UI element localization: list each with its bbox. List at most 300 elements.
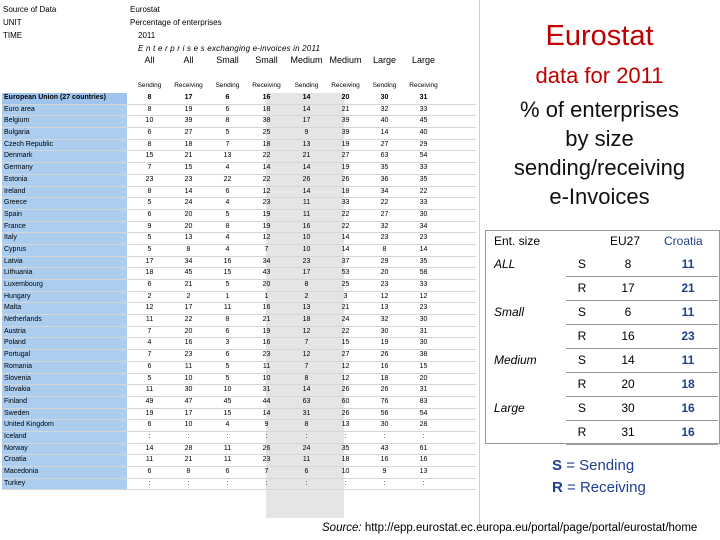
table-cell: 7 — [225, 140, 230, 148]
table-cell: 54 — [419, 152, 428, 160]
table-cell: 6 — [225, 351, 230, 359]
country-name: Euro area — [2, 105, 127, 116]
summary-croatia-value: 11 — [681, 353, 695, 367]
meta-value-unit: Percentage of enterprises — [130, 18, 222, 27]
size-header: Medium — [290, 55, 323, 65]
table-cell: 63 — [302, 397, 311, 405]
size-header: Small — [255, 55, 278, 65]
table-cell: 23 — [262, 456, 271, 464]
table-cell: 7 — [304, 362, 309, 370]
table-cell: 24 — [302, 444, 311, 452]
table-row — [2, 362, 476, 374]
table-cell: 26 — [380, 386, 389, 394]
table-cell: 22 — [341, 222, 350, 230]
summary-croatia-value: 23 — [681, 329, 695, 343]
table-cell: : — [383, 479, 386, 487]
table-cell: 32 — [380, 316, 389, 324]
table-cell: 32 — [380, 105, 389, 113]
heading-desc-line: by size — [565, 126, 634, 151]
table-cell: 21 — [184, 152, 193, 160]
table-cell: 8 — [186, 245, 191, 253]
table-row — [2, 455, 476, 467]
table-cell: 21 — [341, 105, 350, 113]
table-cell: 17 — [145, 257, 154, 265]
table-cell: 11 — [184, 362, 193, 370]
type-header: Receiving — [252, 82, 281, 89]
table-cell: 40 — [380, 117, 389, 125]
meta-label-time: TIME — [3, 31, 23, 40]
country-name: Czech Republic — [2, 140, 127, 151]
table-cell: 14 — [262, 164, 271, 172]
table-cell: 4 — [225, 199, 230, 207]
table-cell: 8 — [225, 316, 230, 324]
table-cell: 56 — [380, 409, 389, 417]
size-header: Medium — [329, 55, 362, 65]
table-row — [2, 303, 476, 315]
table-row — [2, 175, 476, 187]
table-cell: 11 — [223, 304, 232, 312]
country-name: Malta — [2, 303, 127, 314]
size-header: All — [144, 55, 155, 65]
heading-desc-line: % of enterprises — [520, 97, 679, 122]
summary-eu27-value: 17 — [621, 281, 635, 295]
summary-croatia-value: 11 — [681, 257, 695, 271]
type-header: Receiving — [409, 82, 438, 89]
table-cell: 31 — [419, 386, 428, 394]
country-name: European Union (27 countries) — [2, 93, 127, 104]
table-cell: 25 — [341, 281, 350, 288]
table-cell: 8 — [147, 94, 152, 101]
table-cell: 21 — [302, 152, 311, 160]
table-cell: 13 — [341, 421, 350, 429]
country-name: Poland — [2, 338, 127, 349]
table-cell: 61 — [419, 444, 428, 452]
table-cell: 35 — [419, 175, 428, 183]
table-row — [2, 479, 476, 491]
table-cell: 30 — [380, 421, 389, 429]
table-cell: 18 — [184, 140, 193, 148]
table-cell: 14 — [302, 105, 311, 113]
table-cell: 30 — [419, 210, 428, 218]
legend — [552, 455, 646, 499]
table-cell: 12 — [380, 292, 389, 300]
table-cell: 5 — [225, 210, 230, 218]
summary-croatia-value: 21 — [681, 281, 695, 295]
table-cell: 53 — [341, 269, 350, 277]
table-cell: 33 — [419, 281, 428, 288]
table-cell: : — [265, 479, 268, 487]
table-cell: 11 — [145, 386, 154, 394]
table-cell: 18 — [262, 105, 271, 113]
table-cell: 7 — [264, 468, 269, 475]
table-cell: 10 — [302, 245, 311, 253]
table-cell: 16 — [380, 456, 389, 464]
table-cell: 32 — [380, 222, 389, 230]
table-cell: 10 — [223, 386, 232, 394]
table-cell: 18 — [302, 316, 311, 324]
summary-header-eu27: EU27 — [610, 234, 641, 248]
table-cell: 26 — [341, 175, 350, 183]
summary-croatia-value: 16 — [681, 401, 695, 415]
table-cell: 10 — [145, 117, 154, 125]
table-cell: 23 — [184, 351, 193, 359]
summary-group-label: Medium — [494, 353, 537, 367]
source-url[interactable]: http://epp.eurostat.ec.europa.eu/portal/page/portal/eurostat/home — [364, 522, 698, 534]
table-cell: 23 — [419, 304, 428, 312]
table-cell: 8 — [304, 421, 309, 429]
summary-type: R — [577, 329, 587, 343]
table-cell: 30 — [184, 386, 193, 394]
table-cell: 13 — [223, 152, 232, 160]
table-cell: 39 — [184, 117, 193, 125]
table-cell: 30 — [380, 94, 389, 101]
table-cell: 33 — [419, 105, 428, 113]
table-cell: 38 — [419, 351, 428, 359]
table-cell: 23 — [302, 257, 311, 265]
table-cell: 16 — [262, 304, 271, 312]
table-cell: 13 — [302, 140, 311, 148]
table-cell: 7 — [147, 164, 152, 172]
table-cell: 10 — [184, 374, 193, 382]
table-cell: 18 — [341, 187, 350, 195]
table-cell: 13 — [184, 234, 193, 242]
table-cell: 7 — [304, 339, 309, 347]
table-cell: 29 — [380, 257, 389, 265]
table-cell: 6 — [225, 94, 230, 101]
table-cell: 6 — [225, 468, 230, 475]
country-name: Belgium — [2, 116, 127, 127]
table-cell: 33 — [341, 199, 350, 207]
table-cell: 35 — [341, 444, 350, 452]
table-cell: 14 — [262, 409, 271, 417]
summary-row-divider — [566, 372, 718, 373]
table-cell: 9 — [304, 129, 309, 137]
table-cell: 28 — [184, 444, 193, 452]
table-cell: 15 — [145, 152, 154, 160]
summary-table — [485, 230, 720, 444]
table-cell: 83 — [419, 397, 428, 405]
table-cell: 22 — [223, 175, 232, 183]
table-cell: 24 — [184, 199, 193, 207]
table-row — [2, 187, 476, 199]
table-cell: 19 — [262, 210, 271, 218]
table-cell: 35 — [380, 164, 389, 172]
table-cell: 27 — [184, 129, 193, 137]
table-cell: 15 — [223, 269, 232, 277]
legend-receiving — [552, 477, 646, 499]
table-cell: 8 — [382, 245, 387, 253]
table-cell: 34 — [380, 187, 389, 195]
table-cell: 37 — [341, 257, 350, 265]
table-cell: 11 — [223, 456, 232, 464]
country-name: Lithuania — [2, 268, 127, 279]
table-row — [2, 93, 476, 105]
country-name: Turkey — [2, 479, 127, 490]
table-row — [2, 327, 476, 339]
table-cell: 22 — [184, 316, 193, 324]
table-cell: 22 — [380, 199, 389, 207]
table-cell: : — [344, 432, 347, 440]
table-row — [2, 105, 476, 117]
country-name: Spain — [2, 210, 127, 221]
country-name: Latvia — [2, 257, 127, 268]
summary-type: S — [577, 401, 586, 415]
table-cell: 12 — [341, 362, 350, 370]
table-cell: 34 — [419, 222, 428, 230]
table-cell: 30 — [419, 339, 428, 347]
country-name: Sweden — [2, 409, 127, 420]
table-cell: 31 — [262, 386, 271, 394]
country-rows — [2, 93, 476, 490]
summary-header-size: Ent. size — [494, 234, 541, 248]
table-cell: 16 — [302, 222, 311, 230]
table-cell: 49 — [145, 397, 154, 405]
summary-eu27-value: 6 — [624, 305, 632, 319]
table-cell: 26 — [380, 351, 389, 359]
table-cell: 20 — [184, 210, 193, 218]
table-cell: 8 — [186, 468, 191, 475]
table-cell: 17 — [184, 304, 193, 312]
table-cell: 19 — [380, 339, 389, 347]
size-header: Large — [411, 55, 436, 65]
table-cell: 11 — [145, 456, 154, 464]
table-cell: 25 — [262, 129, 271, 137]
table-cell: 12 — [145, 304, 154, 312]
table-cell: 9 — [382, 468, 387, 475]
table-row — [2, 280, 476, 292]
table-cell: 45 — [223, 397, 232, 405]
table-cell: 5 — [147, 245, 152, 253]
summary-type: S — [577, 353, 586, 367]
table-cell: 28 — [419, 421, 428, 429]
table-cell: 4 — [225, 164, 230, 172]
table-row — [2, 116, 476, 128]
summary-croatia-value: 11 — [681, 305, 695, 319]
heading-description — [482, 95, 717, 211]
table-cell: 18 — [341, 456, 350, 464]
table-cell: 26 — [341, 386, 350, 394]
legend-r-text: = Receiving — [567, 479, 646, 496]
table-cell: 33 — [419, 199, 428, 207]
table-cell: 16 — [223, 257, 232, 265]
table-cell: 12 — [302, 351, 311, 359]
table-cell: 23 — [380, 234, 389, 242]
table-cell: 11 — [302, 456, 311, 464]
table-cell: : — [226, 479, 229, 487]
table-cell: 12 — [262, 187, 271, 195]
legend-s-text: = Sending — [566, 457, 635, 474]
table-cell: 34 — [262, 257, 271, 265]
table-cell: 26 — [262, 444, 271, 452]
table-cell: : — [187, 432, 190, 440]
table-row — [2, 198, 476, 210]
table-cell: 3 — [343, 292, 348, 300]
table-cell: 4 — [147, 339, 152, 347]
table-cell: 3 — [225, 339, 230, 347]
type-header: Sending — [294, 82, 319, 89]
table-cell: 27 — [341, 152, 350, 160]
summary-header-croatia: Croatia — [664, 234, 703, 248]
table-cell: 44 — [262, 397, 271, 405]
legend-sending — [552, 455, 646, 477]
table-cell: 14 — [302, 386, 311, 394]
table-cell: 20 — [341, 94, 350, 101]
country-name: Luxembourg — [2, 280, 127, 291]
summary-row-divider — [566, 324, 718, 325]
meta-label-unit: UNIT — [3, 18, 22, 27]
table-cell: 7 — [147, 351, 152, 359]
table-cell: 8 — [225, 222, 230, 230]
table-cell: 35 — [419, 257, 428, 265]
table-row — [2, 350, 476, 362]
type-header: Sending — [372, 82, 397, 89]
country-name: Denmark — [2, 151, 127, 162]
table-cell: 23 — [145, 175, 154, 183]
country-name: Macedonia — [2, 467, 127, 478]
table-cell: 16 — [380, 362, 389, 370]
table-cell: 9 — [264, 421, 269, 429]
table-cell: 13 — [419, 468, 428, 475]
table-cell: 19 — [184, 105, 193, 113]
country-name: Croatia — [2, 455, 127, 466]
country-name: Italy — [2, 233, 127, 244]
table-cell: 5 — [147, 374, 152, 382]
table-cell: 22 — [341, 327, 350, 335]
table-cell: 22 — [262, 175, 271, 183]
table-cell: 26 — [341, 409, 350, 417]
country-name: Finland — [2, 397, 127, 408]
table-row — [2, 140, 476, 152]
table-cell: 4 — [225, 245, 230, 253]
table-cell: 23 — [184, 175, 193, 183]
table-cell: 19 — [341, 164, 350, 172]
country-name: United Kingdom — [2, 420, 127, 431]
legend-r-key: R — [552, 479, 563, 496]
table-cell: 27 — [380, 210, 389, 218]
table-cell: 2 — [304, 292, 309, 300]
summary-row-divider — [566, 348, 718, 349]
meta-value-source: Eurostat — [130, 5, 160, 14]
table-cell: 8 — [304, 281, 309, 288]
table-cell: 4 — [225, 421, 230, 429]
table-cell: 6 — [147, 210, 152, 218]
heading-eurostat: Eurostat — [545, 20, 654, 52]
type-header: Sending — [137, 82, 162, 89]
country-name: Cyprus — [2, 245, 127, 256]
size-header: All — [183, 55, 194, 65]
table-cell: 5 — [147, 234, 152, 242]
table-row — [2, 222, 476, 234]
summary-group-label: Small — [494, 305, 525, 319]
summary-row-divider — [566, 396, 718, 397]
country-name: Romania — [2, 362, 127, 373]
table-cell: 20 — [184, 327, 193, 335]
table-cell: 11 — [223, 444, 232, 452]
summary-eu27-value: 31 — [621, 425, 635, 439]
summary-group-label: Large — [494, 401, 525, 415]
type-header: Sending — [215, 82, 240, 89]
table-cell: 14 — [341, 234, 350, 242]
table-row — [2, 374, 476, 386]
summary-eu27-value: 20 — [621, 377, 635, 391]
table-cell: 18 — [145, 269, 154, 277]
table-cell: 30 — [380, 327, 389, 335]
country-name: Greece — [2, 198, 127, 209]
summary-type: S — [577, 257, 586, 271]
table-cell: 8 — [147, 140, 152, 148]
table-cell: 6 — [147, 421, 152, 429]
source-citation — [322, 522, 697, 534]
table-cell: 10 — [302, 234, 311, 242]
sheet-title: E n t e r p r i s e s exchanging e-invoices in 2011 — [138, 44, 321, 53]
table-row — [2, 338, 476, 350]
table-cell: 34 — [184, 257, 193, 265]
table-cell: 1 — [225, 292, 230, 300]
table-cell: 20 — [380, 269, 389, 277]
table-cell: 6 — [147, 129, 152, 137]
table-cell: 5 — [147, 199, 152, 207]
table-cell: 15 — [419, 362, 428, 370]
meta-label-source: Source of Data — [3, 5, 57, 14]
summary-type: R — [577, 425, 587, 439]
table-row — [2, 292, 476, 304]
summary-row-divider — [566, 300, 718, 301]
table-cell: 21 — [184, 456, 193, 464]
table-cell: 6 — [147, 281, 152, 288]
table-cell: 18 — [380, 374, 389, 382]
table-row — [2, 467, 476, 479]
table-cell: 23 — [419, 234, 428, 242]
table-cell: 6 — [225, 187, 230, 195]
table-cell: 47 — [184, 397, 193, 405]
table-cell: 21 — [184, 281, 193, 288]
table-cell: 27 — [341, 351, 350, 359]
summary-eu27-value: 16 — [621, 329, 635, 343]
table-cell: : — [305, 479, 308, 487]
table-cell: 27 — [380, 140, 389, 148]
table-cell: 5 — [225, 281, 230, 288]
table-cell: : — [226, 432, 229, 440]
table-cell: 8 — [225, 117, 230, 125]
table-cell: 19 — [341, 140, 350, 148]
table-cell: 4 — [225, 234, 230, 242]
table-cell: 10 — [341, 468, 350, 475]
table-cell: 5 — [225, 129, 230, 137]
table-cell: 17 — [184, 409, 193, 417]
size-header: Small — [216, 55, 239, 65]
table-cell: 5 — [225, 362, 230, 370]
heading-desc-line: sending/receiving — [513, 155, 686, 180]
table-cell: 11 — [302, 210, 311, 218]
size-header: Large — [372, 55, 397, 65]
table-cell: 1 — [264, 292, 269, 300]
summary-croatia-value: 18 — [681, 377, 695, 391]
type-header: Receiving — [331, 82, 360, 89]
table-cell: 10 — [184, 421, 193, 429]
table-cell: 29 — [419, 140, 428, 148]
table-cell: 16 — [262, 339, 271, 347]
table-cell: : — [148, 479, 151, 487]
country-name: Estonia — [2, 175, 127, 186]
table-cell: 23 — [380, 281, 389, 288]
table-row — [2, 268, 476, 280]
country-name: Slovakia — [2, 385, 127, 396]
table-cell: 20 — [262, 281, 271, 288]
table-row — [2, 397, 476, 409]
table-row — [2, 245, 476, 257]
table-cell: 39 — [341, 117, 350, 125]
table-cell: : — [422, 479, 425, 487]
